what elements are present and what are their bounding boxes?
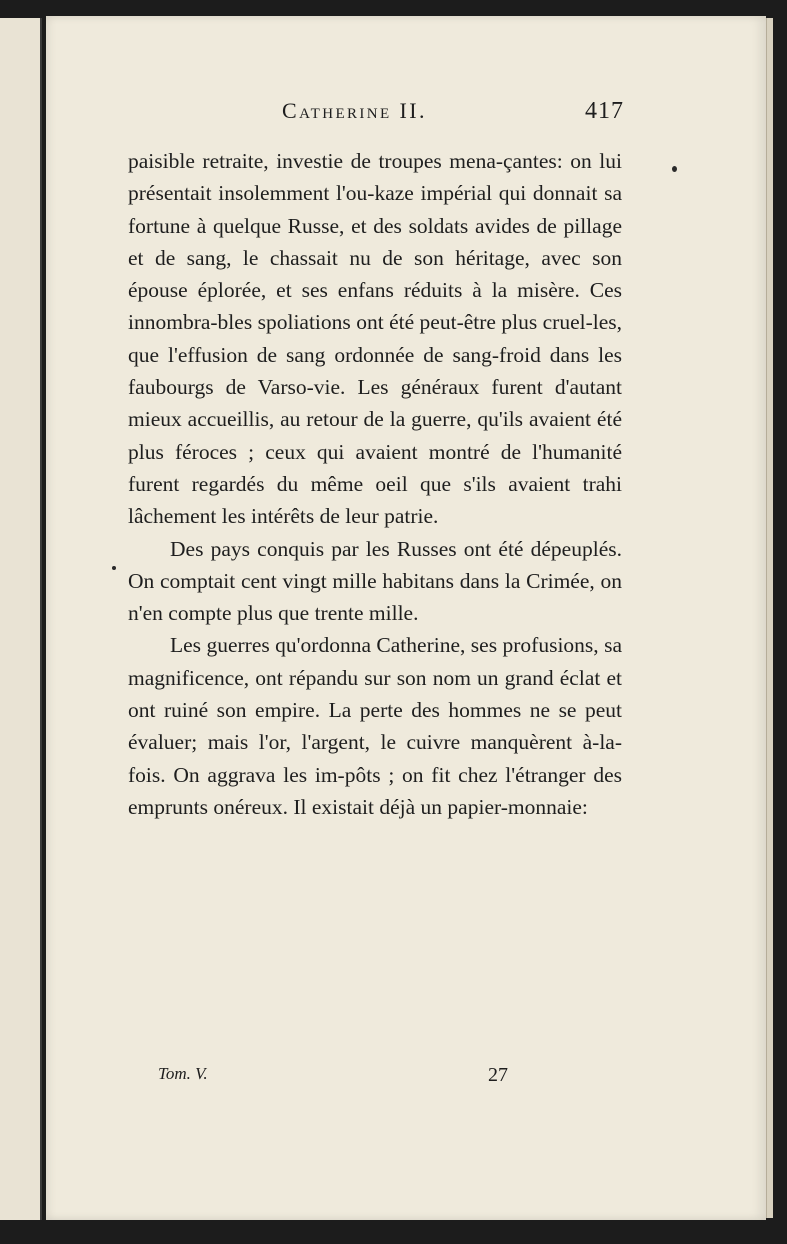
facing-page-edge	[0, 18, 42, 1220]
page-fore-edge	[766, 18, 773, 1218]
paragraph-continued: paisible retraite, investie de troupes mena-çantes: on lui présentait insolemment l'ou-kaze impérial qui donnait sa fortune à quelque Russe, et des soldats avides de pillage et de sang, le chassait nu de son héritage, avec son épouse éplorée, et ses enfans réduits à la misère. Ces innombra-bles spoliations ont été peut-être plus cruel-les, que l'effusion de sang ordonnée de sang-froid dans les faubourgs de Varso-vie. Les généraux furent d'autant mieux accueillis, au retour de la guerre, qu'ils avaient été plus féroces ; ceux qui avaient montré de l'humanité furent regardés du même oeil que s'ils avaient trahi lâchement les intérêts de leur patrie.	[128, 149, 622, 529]
ink-speck	[672, 166, 677, 172]
page-footer	[128, 1064, 622, 1094]
running-head	[238, 98, 658, 132]
signature-mark: 27	[488, 1064, 508, 1086]
body-text	[128, 145, 622, 823]
running-title: Catherine II.	[282, 98, 427, 123]
page-number: 417	[585, 98, 624, 124]
paragraph: Les guerres qu'ordonna Catherine, ses profusions, sa magnificence, ont répandu sur son nom un grand éclat et ont ruiné son empire. La perte des hommes ne se peut évaluer; mais l'or, l'argent, le cuivre manquèrent à-la-fois. On aggrava les im-pôts ; on fit chez l'étranger des emprunts onéreux. Il existait déjà un papier-monnaie:	[128, 633, 622, 819]
paragraph: Des pays conquis par les Russes ont été dépeuplés. On comptait cent vingt mille habitans dans la Crimée, on n'en compte plus que trente mille.	[128, 536, 622, 626]
volume-mark: Tom. V.	[158, 1064, 208, 1083]
ink-speck	[112, 566, 116, 570]
